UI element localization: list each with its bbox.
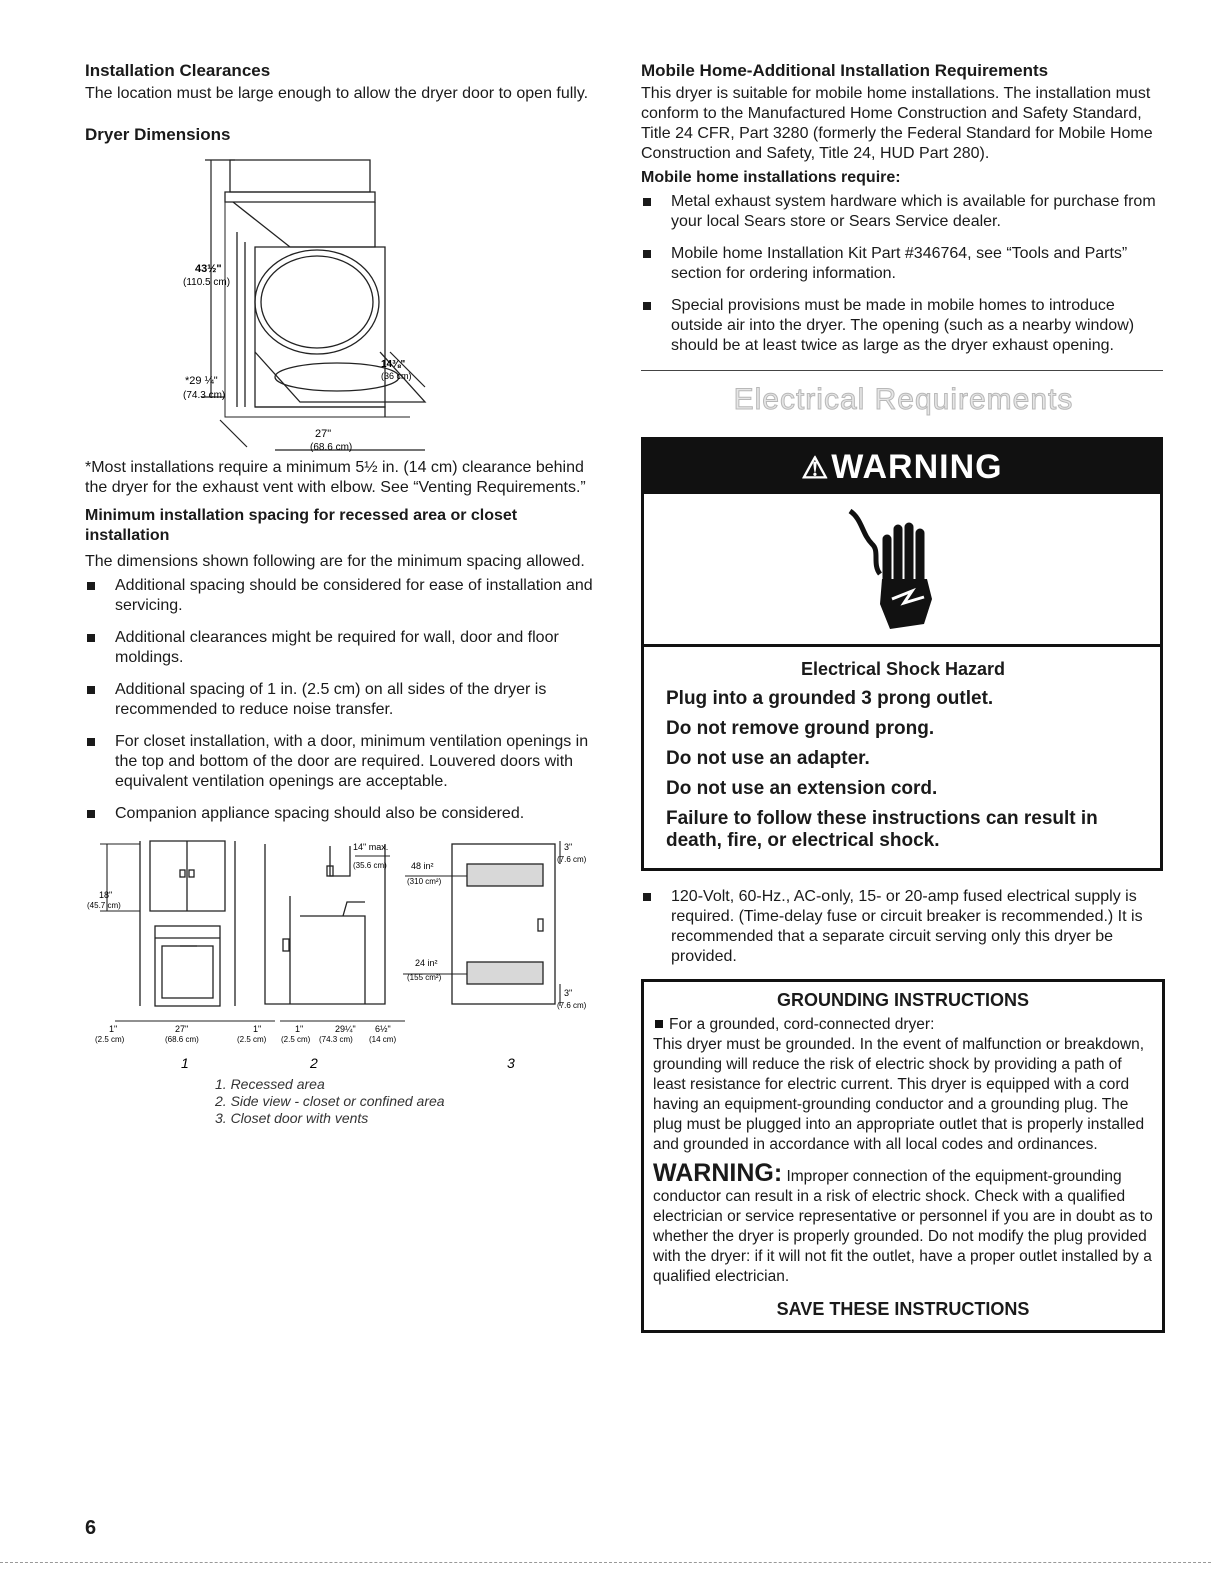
installation-clearances-heading: Installation Clearances (85, 61, 271, 80)
recessed-bullets (85, 576, 605, 824)
list-item: 120-Volt, 60-Hz., AC-only, 15- or 20-amp fused electrical supply is required. (Time-delay fuse or circuit breaker is recommended.) It is recommended that a separate circuit serving only this dryer be provided. (641, 887, 1166, 967)
closet-dim-1b: 1" (253, 1024, 262, 1034)
recessed-heading: Minimum installation spacing for recessed area or closet installation (85, 507, 518, 544)
list-item: Metal exhaust system hardware which is available for purchase from your local Sears store or Sears Service dealer. (641, 192, 1166, 232)
dryer-dimensions-heading: Dryer Dimensions (85, 125, 231, 144)
hazard-title: Electrical Shock Hazard (800, 659, 1006, 679)
closet-dim-29: 29¼" (335, 1024, 356, 1034)
vent-area-48: 48 in² (411, 861, 434, 871)
list-item: Additional spacing should be considered for ease of installation and servicing. (85, 576, 605, 616)
dryer-dimensions-figure (125, 152, 412, 453)
warning-line: Do not remove ground prong. (666, 718, 935, 739)
section-divider (641, 370, 1163, 371)
closet-dim-14-cm: (35.6 cm) (353, 861, 387, 870)
page-number: 6 (85, 1517, 97, 1539)
dim-depth-label: *29 ¼" (185, 375, 218, 387)
list-item: Additional spacing of 1 in. (2.5 cm) on all sides of the dryer is recommended to reduce noise transfer. (85, 680, 605, 720)
caption-3: 3. Closet door with vents (215, 1110, 369, 1126)
dim-width-cm-label: (68.6 cm) (310, 442, 353, 453)
mobile-home-bullets (641, 192, 1166, 356)
recessed-intro: The dimensions shown following are for the minimum spacing allowed. (85, 553, 585, 570)
warning-line: Failure to follow these instructions can result in death, fire, or electrical shock. (666, 808, 1098, 851)
grounding-bullet: For a grounded, cord-connected dryer: (669, 1016, 935, 1033)
closet-dim-27-cm: (68.6 cm) (165, 1035, 199, 1044)
mobile-home-heading: Mobile Home-Additional Installation Requirements (641, 61, 1049, 80)
dim-height-cm-label: (110.5 cm) (183, 277, 231, 288)
bottom-rule (0, 1562, 1211, 1563)
door-dim-3a-cm: (7.6 cm) (557, 855, 587, 864)
grounding-text: This dryer must be grounded. In the event of malfunction or breakdown, grounding will reduce the risk of electric shock by providing a path of least resistance for electric current. This dryer is equipped with a cord having an equipment-grounding conductor and a grounding plug. The plug must be plugged into an appropriate outlet that is properly installed and grounded in accordance with all local codes and ordinances. (653, 1036, 1145, 1153)
left-column (85, 60, 605, 1127)
dim-door-cm-label: (36 cm) (381, 371, 412, 381)
warning-line: Plug into a grounded 3 prong outlet. (666, 688, 994, 709)
caption-2: 2. Side view - closet or confined area (215, 1093, 445, 1109)
grounding-warning-text: Improper connection of the equipment-grounding conductor can result in a risk of electric shock. Check with a qualified electrician or service representative or personnel if you are in doubt as to whether the dryer is properly grounded. Do not modify the plug provided with the dryer: if it will not fit the outlet, have a proper outlet installed by a qualified electrician. (653, 1168, 1153, 1285)
door-dim-3b-cm: (7.6 cm) (557, 1001, 587, 1010)
closet-dim-1b-cm: (2.5 cm) (237, 1035, 267, 1044)
vent-area-24: 24 in² (415, 958, 438, 968)
right-column (641, 60, 1166, 1333)
list-item: For closet installation, with a door, minimum ventilation openings in the top and bottom of the door are required. Louvered doors with equivalent ventilation openings are acceptable. (85, 732, 605, 792)
list-item: Companion appliance spacing should also be considered. (85, 804, 605, 824)
closet-dim-6-cm: (14 cm) (369, 1035, 397, 1044)
vent-area-48-cm: (310 cm²) (407, 877, 442, 886)
closet-dim-1c-cm: (2.5 cm) (281, 1035, 311, 1044)
list-item: Mobile home Installation Kit Part #346764, see “Tools and Parts” section for ordering information. (641, 244, 1166, 284)
figure-number-1: 1 (181, 1055, 189, 1071)
warning-image-area (644, 494, 1160, 647)
warning-header (644, 440, 1160, 494)
vent-area-24-cm: (155 cm²) (407, 973, 442, 982)
dim-door-label: 14⅜" (381, 359, 406, 370)
closet-dim-1a: 1" (109, 1024, 118, 1034)
warning-triangle-icon: ⚠ (801, 452, 830, 485)
closet-dim-1a-cm: (2.5 cm) (95, 1035, 125, 1044)
closet-dim-6: 6½" (375, 1024, 391, 1034)
closet-dim-1c: 1" (295, 1024, 304, 1034)
installation-clearances-text: The location must be large enough to allow the dryer door to open fully. (85, 85, 589, 102)
electrical-requirements-title: Electrical Requirements (733, 383, 1074, 416)
mobile-home-subheading: Mobile home installations require: (641, 169, 901, 186)
grounding-warning-word: WARNING: (653, 1159, 783, 1187)
warning-header-text: WARNING (831, 448, 1003, 486)
supply-bullets (641, 887, 1166, 967)
mobile-home-text: This dryer is suitable for mobile home installations. The installation must conform to the Manufactured Home Construction and Safety Standard, Title 24 CFR, Part 3280 (formerly the Federal Standard for Mobile Home Construction and Safety, Title 24, HUD Part 280). (641, 85, 1153, 162)
warning-line: Do not use an adapter. (666, 748, 870, 769)
door-dim-3b: 3" (564, 988, 573, 998)
save-instructions: SAVE THESE INSTRUCTIONS (776, 1299, 1030, 1319)
list-item: Additional clearances might be required for wall, door and floor moldings. (85, 628, 605, 668)
grounding-instructions-box (641, 979, 1165, 1333)
closet-dim-18-cm: (45.7 cm) (87, 901, 121, 910)
dim-width-label: 27" (315, 428, 332, 440)
warning-line: Do not use an extension cord. (666, 778, 938, 799)
warning-body (644, 647, 1160, 868)
grounding-title: GROUNDING INSTRUCTIONS (777, 990, 1029, 1010)
door-dim-3a: 3" (564, 842, 573, 852)
dim-depth-cm-label: (74.3 cm) (183, 390, 226, 401)
figure-number-3: 3 (507, 1055, 515, 1071)
caption-1: 1. Recessed area (215, 1076, 325, 1092)
closet-spacing-figure (85, 836, 605, 1076)
closet-dim-29-cm: (74.3 cm) (319, 1035, 353, 1044)
shock-hazard-hand-icon (832, 499, 972, 639)
bullet-square-icon (655, 1020, 663, 1028)
dim-height-label: 43½" (195, 263, 222, 275)
closet-dim-18: 18" (99, 890, 113, 900)
closet-dim-27: 27" (175, 1024, 189, 1034)
warning-box (641, 437, 1163, 871)
figure-captions (215, 1076, 605, 1127)
closet-dim-14: 14" max. (353, 842, 389, 852)
list-item: Special provisions must be made in mobile homes to introduce outside air into the dryer. The opening (such as a nearby window) should be at least twice as large as the dryer exhaust opening. (641, 296, 1166, 356)
clearance-note: *Most installations require a minimum 5½ in. (14 cm) clearance behind the dryer for the exhaust vent with elbow. See “Venting Requirements.” (85, 459, 586, 496)
figure-number-2: 2 (310, 1055, 318, 1071)
